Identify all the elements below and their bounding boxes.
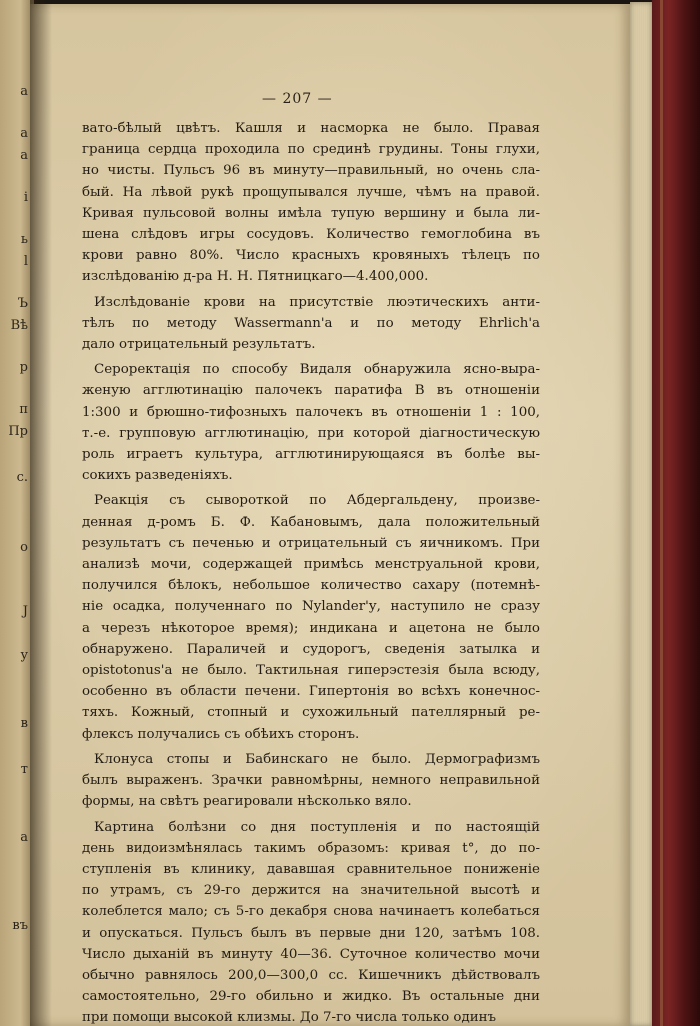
paragraph <box>82 118 540 288</box>
text-line: ніе осадка, полученнаго по Nylander'у, наступило не сразу <box>82 599 540 615</box>
left-fragment: въ <box>12 918 28 933</box>
page-text <box>82 118 540 1026</box>
text-line: роль играетъ культура, агглютинирующаяся въ болѣе вы- <box>82 447 540 463</box>
text-line: былъ выраженъ. Зрачки равномѣрны, немного неправильной <box>82 773 540 789</box>
text-line: получился бѣлокъ, небольшое количество сахару (потемнѣ- <box>82 578 540 594</box>
left-fragment: a <box>20 830 28 845</box>
text-line: сокихъ разведеніяхъ. <box>82 468 233 484</box>
text-line: денная д-ромъ Б. Ф. Кабановымъ, дала положительный <box>82 514 540 530</box>
page-block-edges <box>630 2 652 1026</box>
left-fragment: a <box>20 148 28 163</box>
text-line: изслѣдованію д-ра Н. Н. Пятницкаго—4.400,000. <box>82 269 429 285</box>
left-fragment: Пр <box>8 424 28 439</box>
left-fragment: р <box>19 360 28 375</box>
text-line: шена слѣдовъ игры сосудовъ. Количество гемоглобина въ <box>82 227 540 243</box>
text-line: а черезъ нѣкоторое время); индикана и ацетона не было <box>82 620 540 636</box>
left-fragment: Ъ <box>17 296 28 311</box>
left-fragment: п <box>19 402 28 417</box>
text-line: Изслѣдованіе крови на присутствіе люэтическихъ анти- <box>94 294 540 310</box>
text-line: день видоизмѣнялась такимъ образомъ: кривая t°, до по- <box>82 840 540 856</box>
text-line: но чисты. Пульсъ 96 въ минуту—правильный, но очень сла- <box>82 163 540 179</box>
text-line: обнаружено. Параличей и судорогъ, сведенія затылка и <box>82 641 540 657</box>
left-fragment: J <box>22 604 28 619</box>
text-line: тяхъ. Кожный, стопный и сухожильный пателлярный ре- <box>82 705 540 721</box>
text-line: обычно равнялось 200,0—300,0 сс. Кишечникъ дѣйствовалъ <box>82 967 540 983</box>
left-fragment: o <box>20 540 28 555</box>
left-fragment: т <box>20 762 28 777</box>
paragraph <box>82 817 540 1026</box>
paragraph <box>82 490 540 744</box>
text-line: Кривая пульсовой волны имѣла тупую вершину и была ли- <box>82 205 540 221</box>
text-line: крови равно 80%. Число красныхъ кровяныхъ тѣлецъ по <box>82 248 540 264</box>
text-line: флексъ получались съ обѣихъ сторонъ. <box>82 726 360 742</box>
text-line: результатъ съ печенью и отрицательный съ яичникомъ. При <box>82 535 540 551</box>
left-fragment: i <box>23 190 28 205</box>
left-fragment: l <box>23 254 28 269</box>
book-page <box>30 4 630 1026</box>
text-line: Число дыханій въ минуту 40—36. Суточное количество мочи <box>82 946 540 962</box>
text-line: 1:300 и брюшно-тифозныхъ палочекъ въ отношеніи 1 : 100, <box>82 404 540 420</box>
left-fragment: ь <box>20 232 28 247</box>
text-line: особенно въ области печени. Гипертонія во всѣхъ конечнос- <box>82 684 540 700</box>
text-line: т.-е. групповую агглютинацію, при которой діагностическую <box>82 425 540 441</box>
paragraph <box>82 749 540 813</box>
text-line: по утрамъ, съ 29-го держится на значительной высотѣ и <box>82 883 540 899</box>
text-line: граница сердца проходила по срединѣ грудины. Тоны глухи, <box>82 142 540 158</box>
text-line: колеблется мало; съ 5-го декабря снова начинаетъ колебаться <box>82 904 540 920</box>
left-fragment: y <box>20 648 28 663</box>
text-line: Картина болѣзни со дня поступленія и по настоящій <box>94 819 540 835</box>
text-line: бый. На лѣвой рукѣ прощупывался лучше, чѣмъ на правой. <box>82 184 540 200</box>
left-fragment: в <box>20 716 28 731</box>
page-number: — 207 — <box>262 91 333 107</box>
text-line: opistotonus'a не было. Тактильная гиперэстезія была всюду, <box>82 663 540 679</box>
text-line: при помощи высокой клизмы. До 7-го числа только одинъ <box>82 1010 497 1026</box>
text-line: вато-бѣлый цвѣтъ. Кашля и насморка не было. Правая <box>82 121 540 136</box>
text-line: ступленія въ клинику, дававшая сравнительное пониженіе <box>82 861 540 877</box>
paragraph <box>82 359 540 486</box>
left-fragment: с. <box>16 470 28 485</box>
previous-page-edge <box>0 0 34 1026</box>
text-line: дало отрицательный результатъ. <box>82 337 316 353</box>
text-line: женую агглютинацію палочекъ паратифа В въ отношеніи <box>82 383 540 399</box>
text-line: Клонуса стопы и Бабинскаго не было. Дермографизмъ <box>94 751 540 767</box>
left-fragment: a <box>20 84 28 99</box>
text-line: Сероректація по способу Видаля обнаружила ясно-выра- <box>94 362 540 378</box>
text-line: и опускаться. Пульсъ былъ въ первые дни 120, затѣмъ 108. <box>82 925 540 941</box>
text-line: анализѣ мочи, содержащей примѣсь менструальной крови, <box>82 557 540 573</box>
left-fragment: Вѣ <box>10 318 28 333</box>
text-line: самостоятельно, 29-го обильно и жидко. Въ остальные дни <box>82 989 540 1005</box>
text-line: тѣлъ по методу Wassermann'a и по методу Ehrlich'a <box>82 315 540 331</box>
text-line: Реакція съ сывороткой по Абдергальдену, произве- <box>94 493 540 509</box>
left-fragment: a <box>20 126 28 141</box>
paragraph <box>82 292 540 356</box>
text-line: формы, на свѣтъ реагировали нѣсколько вяло. <box>82 794 412 810</box>
book-binding <box>652 0 700 1026</box>
